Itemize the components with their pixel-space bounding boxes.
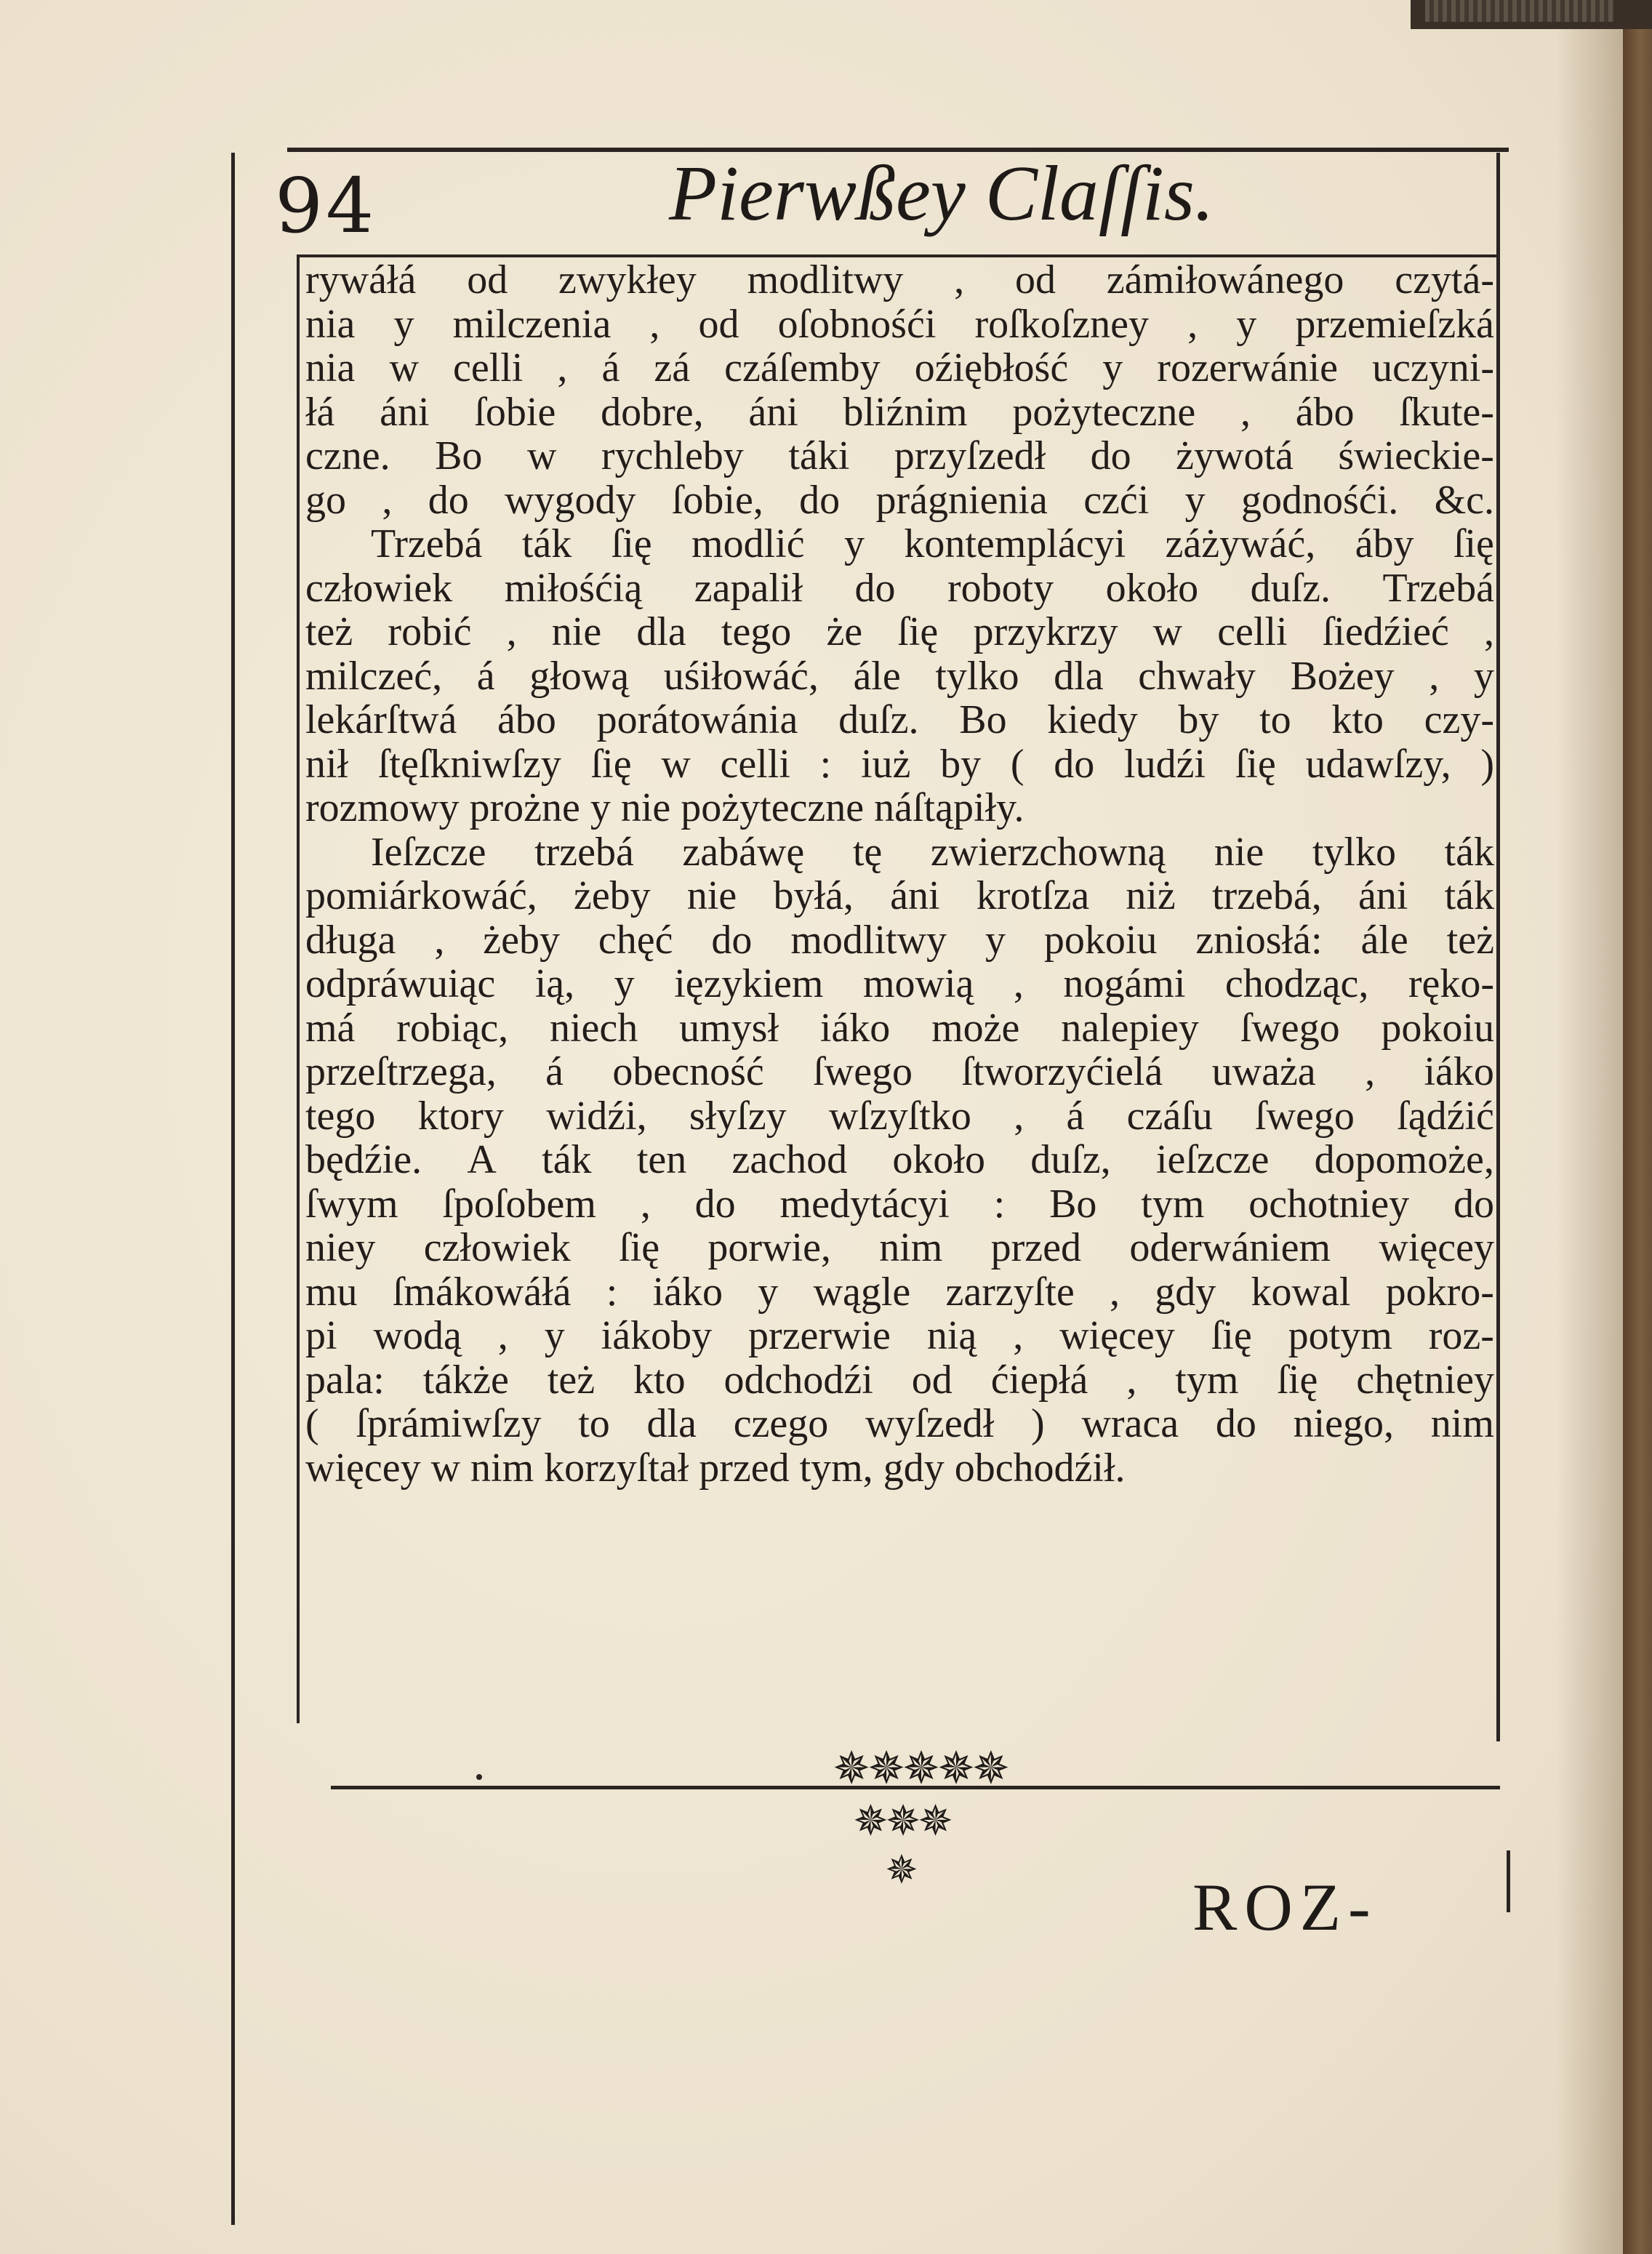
header-rule [297,254,1500,257]
ornament-row-2: ✵✵✵ [853,1796,950,1845]
text-line: rozmowy prożne y nie pożyteczne náſtąpiły. [305,786,1025,830]
margin-mark [1507,1850,1510,1912]
text-line: nia w celli , á zá czáſemby oźiębłość y rozerwánie uczyni- [305,346,1494,390]
frame-right-rule [1496,153,1500,1741]
text-line: więcey w nim korzyſtał przed tym, gdy obchodźił. [305,1445,1126,1490]
text-line: Ieſzcze trzebá zabáwę tę zwierzchowną nie tylko ták [371,830,1494,874]
text-line: nia y milczenia , od oſobnośći roſkoſzney , y przemieſzká [305,302,1494,346]
text-line: rywáłá od zwykłey modlitwy , od zámiłowánego czytá- [305,258,1494,302]
text-line: będźie. A ták ten zachod około duſz, ieſzcze dopomoże, [305,1138,1494,1182]
text-line: człowiek miłośćią zapalił do roboty około duſz. Trzebá [305,566,1494,610]
body-text [305,258,1494,1490]
text-line: pi wodą , y iákoby przerwie nią , więcey ſię potym roz- [305,1314,1494,1358]
text-line: też robić , nie dla tego że ſię przykrzy w celli ſiedźieć , [305,610,1494,654]
gutter-shadow [1556,0,1623,2254]
running-title: Pierwßey Claſſis. [669,151,1214,237]
text-line: ſwym ſpoſobem , do medytácyi : Bo tym ochotniey do [305,1182,1494,1226]
ornament-row-1: ✵✵✵✵✵ [833,1741,1007,1794]
text-line: przeſtrzega, á obecność ſwego ſtworzyćielá uważa , iáko [305,1050,1494,1094]
text-line: łá áni ſobie dobre, áni bliźnim pożyteczne , ábo ſkute- [305,390,1494,434]
text-line: niey człowiek ſię porwie, nim przed oderwániem więcey [305,1226,1494,1270]
next-page-edge [1623,0,1652,2254]
frame-left-inner-rule [297,254,300,1723]
text-line: nił ſtęſkniwſzy ſię w celli : iuż by ( do ludźi ſię udawſzy, ) [305,742,1494,786]
ornament-row-3: ✵ [885,1847,918,1893]
text-line: mu ſmákowáłá : iáko y wągle zarzyſte , gdy kowal pokro- [305,1270,1494,1314]
cover-corner-texture [1425,0,1614,22]
text-line: tego ktory widźi, słyſzy wſzyſtko , á czáſu ſwego ſądźić [305,1094,1494,1138]
text-line: go , do wygody ſobie, do prágnienia czći y godnośći. &c. [305,478,1494,522]
text-line: lekárſtwá ábo porátowánia duſz. Bo kiedy by to kto czy- [305,698,1494,742]
text-line: má robiąc, niech umysł iáko może nalepiey ſwego pokoiu [305,1006,1494,1050]
ink-speck [476,1774,482,1780]
page-number: 94 [275,161,377,250]
text-line: pomiárkowáć, żeby nie byłá, áni krotſza niż trzebá, áni ták [305,874,1494,918]
text-line: odpráwuiąc ią, y ięzykiem mowią , nogámi chodząc, ręko- [305,962,1494,1006]
text-line: długa , żeby chęć do modlitwy y pokoiu zniosłá: ále też [305,918,1494,962]
text-line: czne. Bo w rychleby táki przyſzedł do żywotá świeckie- [305,434,1494,478]
text-line: Trzebá ták ſię modlić y kontemplácyi záżywáć, áby ſię [371,522,1494,566]
catchword: ROZ- [1192,1870,1378,1944]
text-line: milczeć, á głową uśiłowáć, ále tylko dla chwały Bożey , y [305,654,1494,698]
text-line: ( ſprámiwſzy to dla czego wyſzedł ) wraca do niego, nim [305,1402,1494,1446]
frame-left-outer-rule [231,153,235,2225]
text-line: pala: tákże też kto odchodźi od ćiepłá , tym ſię chętniey [305,1357,1494,1402]
